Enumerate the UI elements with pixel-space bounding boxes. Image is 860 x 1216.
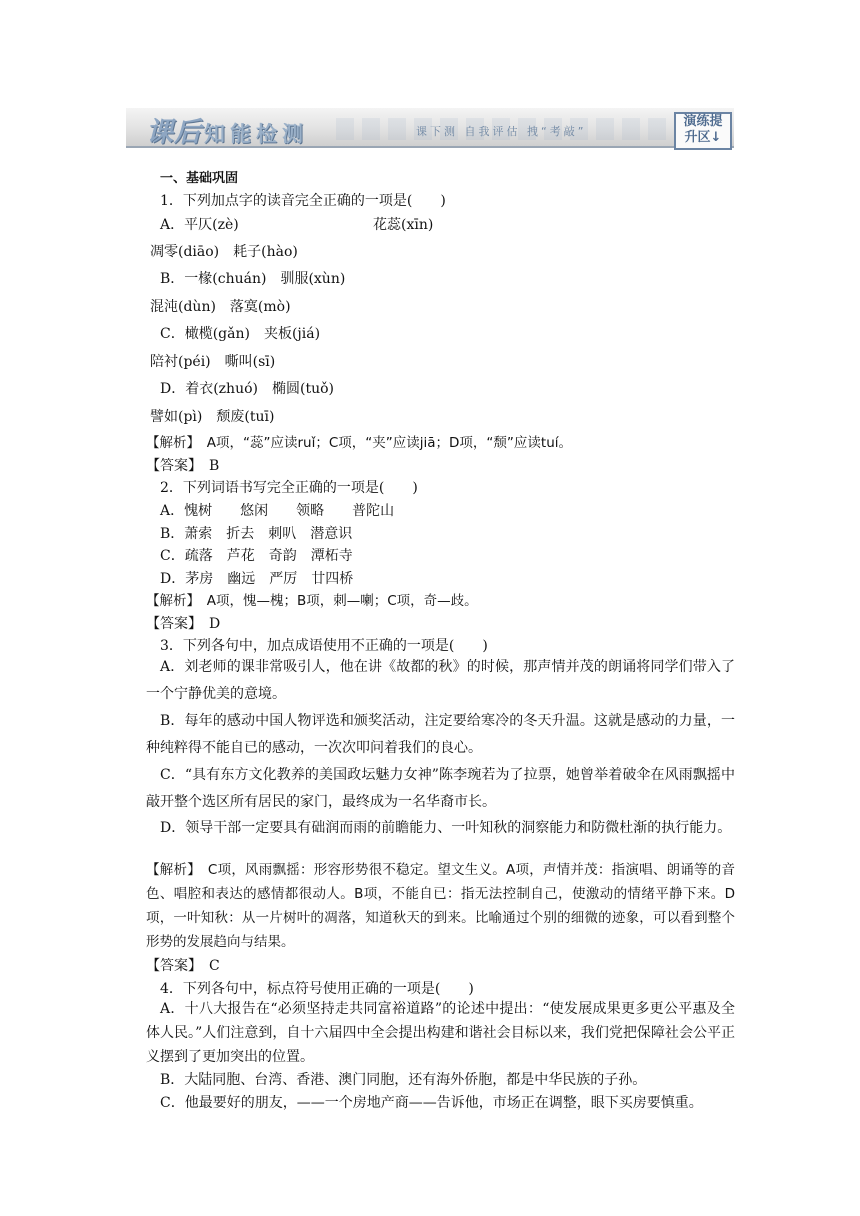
banner-slogan: 课下测 自我评估 拽“考敲” bbox=[416, 125, 587, 138]
q3-stem: 3．下列各句中，加点成语使用不正确的一项是( ) bbox=[160, 638, 488, 654]
q4-option-c: C．他最要好的朋友，——一个房地产商——告诉他，市场正在调整，眼下买房要慎重。 bbox=[160, 1095, 703, 1111]
q2-answer: 【答案】 D bbox=[146, 616, 221, 632]
q1-option-c-1: C．橄榄(gǎn) 夹板(jiá) bbox=[160, 326, 321, 342]
q2-option-c: C．疏落 芦花 奇韵 潭柘寺 bbox=[160, 548, 353, 564]
q4-option-a: A．十八大报告在“必须坚持走共同富裕道路”的论述中提出：“使发展成果更多更公平惠及全体人民。”人们注意到，自十六届四中全会提出构建和谐社会目标以来，我们党把保障社会公平正义摆到了更加突出的位置。 bbox=[146, 1001, 735, 1065]
q1-option-b-1: B．一椽(chuán) 驯服(xùn) bbox=[160, 271, 346, 287]
q1-option-d-1: D．着衣(zhuó) 椭圆(tuǒ) bbox=[160, 381, 334, 397]
q1-option-a-1: A．平仄(zè) bbox=[160, 217, 239, 233]
q4-stem: 4．下列各句中，标点符号使用正确的一项是( ) bbox=[160, 981, 474, 997]
q1-option-a-2: 花蕊(xīn) bbox=[373, 217, 434, 233]
q1-option-a-3: 凋零(diāo) 耗子(hào) bbox=[150, 244, 298, 260]
q3-option-d: D．领导干部一定要具有础润而雨的前瞻能力、一叶知秋的洞察能力和防微杜渐的执行能力。 bbox=[160, 820, 732, 836]
q1-answer: 【答案】 B bbox=[146, 458, 220, 474]
q2-stem: 2．下列词语书写完全正确的一项是( ) bbox=[160, 480, 418, 496]
q2-option-a: A．愧树 悠闲 领略 普陀山 bbox=[160, 503, 395, 519]
q1-option-b-2: 混沌(dùn) 落寞(mò) bbox=[150, 299, 291, 315]
q2-analysis: 【解析】 A项，愧—槐；B项，刺—喇；C项，奇—歧。 bbox=[146, 593, 478, 609]
q1-analysis: 【解析】 A项，“蕊”应读ruǐ；C项，“夹”应读jiā；D项，“颓”应读tuí。 bbox=[146, 435, 573, 451]
q1-option-c-2: 陪衬(péi) 嘶叫(sī) bbox=[150, 354, 276, 370]
q3-option-a: A．刘老师的课非常吸引人，他在讲《故都的秋》的时候，那声情并茂的朗诵将同学们带入了一个宁静优美的意境。 bbox=[146, 659, 735, 702]
banner-title: 课后知能检测 bbox=[146, 117, 308, 148]
q1-option-d-2: 譬如(pì) 颓废(tuī) bbox=[150, 409, 275, 425]
q3-option-c: C．“具有东方文化教养的美国政坛魅力女神”陈李琬若为了拉票，她曾举着破伞在风雨飘摇中敲开整个选区所有居民的家门，最终成为一名华裔市长。 bbox=[146, 767, 735, 810]
q3-option-b: B．每年的感动中国人物评选和颁奖活动，注定要给寒冷的冬天升温。这就是感动的力量，一种纯粹得不能自已的感动，一次次叩问着我们的良心。 bbox=[146, 713, 735, 756]
q3-analysis: 【解析】 C项，风雨飘摇：形容形势很不稳定。望文生义。A项，声情并茂：指演唱、朗诵等的音色、唱腔和表达的感情都很动人。B项，不能自已：指无法控制自己，使激动的情绪平静下来。D项，一叶知秋：从一片树叶的凋落，知道秋天的到来。比喻通过个别的细微的迹象，可以看到整个形势的发展趋向与结果。 bbox=[146, 862, 735, 950]
practice-area-badge: 演练提 升区↓ bbox=[674, 112, 732, 150]
section-heading: 一、基础巩固 bbox=[160, 171, 239, 186]
q3-answer: 【答案】 C bbox=[146, 958, 220, 974]
q1-stem: 1．下列加点字的读音完全正确的一项是( ) bbox=[160, 193, 446, 209]
q2-option-d: D．茅房 幽远 严厉 廿四桥 bbox=[160, 571, 354, 587]
q4-option-b: B．大陆同胞、台湾、香港、澳门同胞，还有海外侨胞，都是中华民族的子孙。 bbox=[160, 1072, 647, 1088]
q2-option-b: B．萧索 折去 刺叭 潜意识 bbox=[160, 526, 353, 542]
section-banner bbox=[126, 108, 734, 148]
